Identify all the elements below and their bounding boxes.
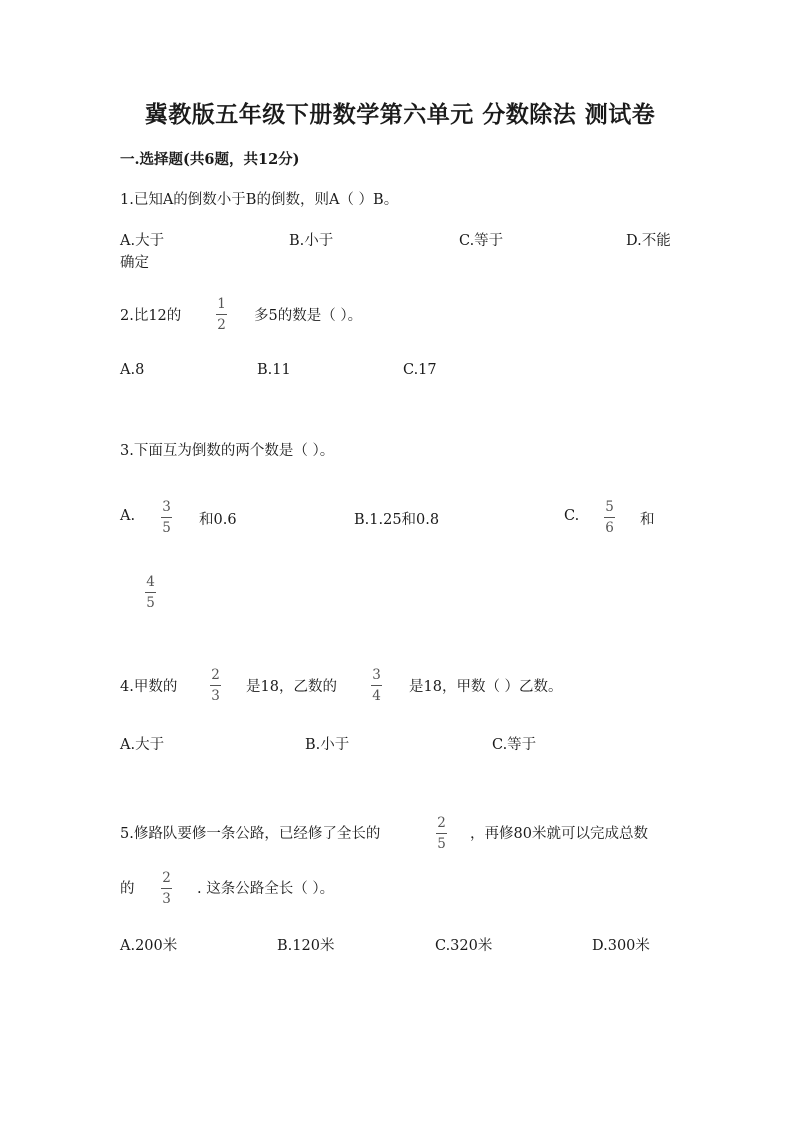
- question-5-stem-post: ，再修80米就可以完成总数: [470, 826, 648, 842]
- fraction-numerator: 2: [211, 667, 220, 683]
- fraction-denominator: 2: [217, 317, 226, 333]
- q3-option-c-label[interactable]: C.: [564, 508, 580, 524]
- q3-option-b[interactable]: B.1.25和0.8: [354, 512, 440, 528]
- fraction-numerator: 2: [162, 870, 171, 886]
- q2-option-a[interactable]: A.8: [120, 362, 145, 378]
- q2-option-c[interactable]: C.17: [403, 362, 437, 378]
- q5-option-d[interactable]: D.300米: [592, 938, 650, 954]
- question-4-stem-mid: 是18，乙数的: [246, 679, 337, 695]
- fraction-denominator: 5: [162, 520, 171, 536]
- fraction-numerator: 5: [605, 499, 614, 515]
- fraction-numerator: 1: [217, 296, 226, 312]
- fraction-four-fifths: [145, 574, 156, 611]
- fraction-denominator: 3: [211, 688, 220, 704]
- q1-option-a[interactable]: A.大于: [120, 233, 165, 249]
- q1-option-d-continued: 确定: [120, 255, 149, 271]
- fraction-denominator: 5: [146, 595, 155, 611]
- question-1-stem: 1.已知A的倒数小于B的倒数，则A（ ）B。: [120, 192, 399, 208]
- fraction-two-thirds: [161, 870, 172, 907]
- fraction-denominator: 6: [605, 520, 614, 536]
- fraction-three-fifths: [161, 499, 172, 536]
- fraction-numerator: 2: [437, 815, 446, 831]
- fraction-five-sixths: [604, 499, 615, 536]
- question-5-stem-pre: 5.修路队要修一条公路，已经修了全长的: [120, 826, 381, 842]
- fraction-denominator: 4: [372, 688, 381, 704]
- question-5-line2-post: . 这条公路全长（ ）。: [197, 881, 335, 897]
- fraction-one-half: [216, 296, 227, 333]
- fraction-three-quarters: [371, 667, 382, 704]
- q3-option-a-text: 和0.6: [199, 512, 237, 528]
- section-heading: 一.选择题(共6题，共12分): [120, 151, 300, 168]
- q1-option-c[interactable]: C.等于: [459, 233, 504, 249]
- question-2-stem-post: 多5的数是（ ）。: [254, 308, 363, 324]
- question-4-stem-post: 是18，甲数（ ）乙数。: [409, 679, 563, 695]
- question-3-stem: 3.下面互为倒数的两个数是（ ）。: [120, 443, 335, 459]
- fraction-numerator: 3: [372, 667, 381, 683]
- q4-option-a[interactable]: A.大于: [120, 737, 165, 753]
- fraction-two-thirds: [210, 667, 221, 704]
- fraction-denominator: 3: [162, 891, 171, 907]
- fraction-numerator: 4: [146, 574, 155, 590]
- page-title: 冀教版五年级下册数学第六单元 分数除法 测试卷: [144, 101, 656, 128]
- q3-option-a-label[interactable]: A.: [120, 508, 136, 524]
- fraction-two-fifths: [436, 815, 447, 852]
- q1-option-b[interactable]: B.小于: [289, 233, 334, 249]
- q5-option-b[interactable]: B.120米: [277, 938, 335, 954]
- fraction-numerator: 3: [162, 499, 171, 515]
- q3-option-c-text: 和: [640, 512, 655, 528]
- fraction-denominator: 5: [437, 836, 446, 852]
- q5-option-a[interactable]: A.200米: [120, 938, 178, 954]
- q4-option-c[interactable]: C.等于: [492, 737, 537, 753]
- q5-option-c[interactable]: C.320米: [435, 938, 493, 954]
- q1-option-d[interactable]: D.不能: [626, 233, 671, 249]
- question-4-stem-pre: 4.甲数的: [120, 679, 178, 695]
- question-2-stem-pre: 2.比12的: [120, 308, 182, 324]
- question-5-line2-pre: 的: [120, 881, 135, 897]
- q4-option-b[interactable]: B.小于: [305, 737, 350, 753]
- q2-option-b[interactable]: B.11: [257, 362, 291, 378]
